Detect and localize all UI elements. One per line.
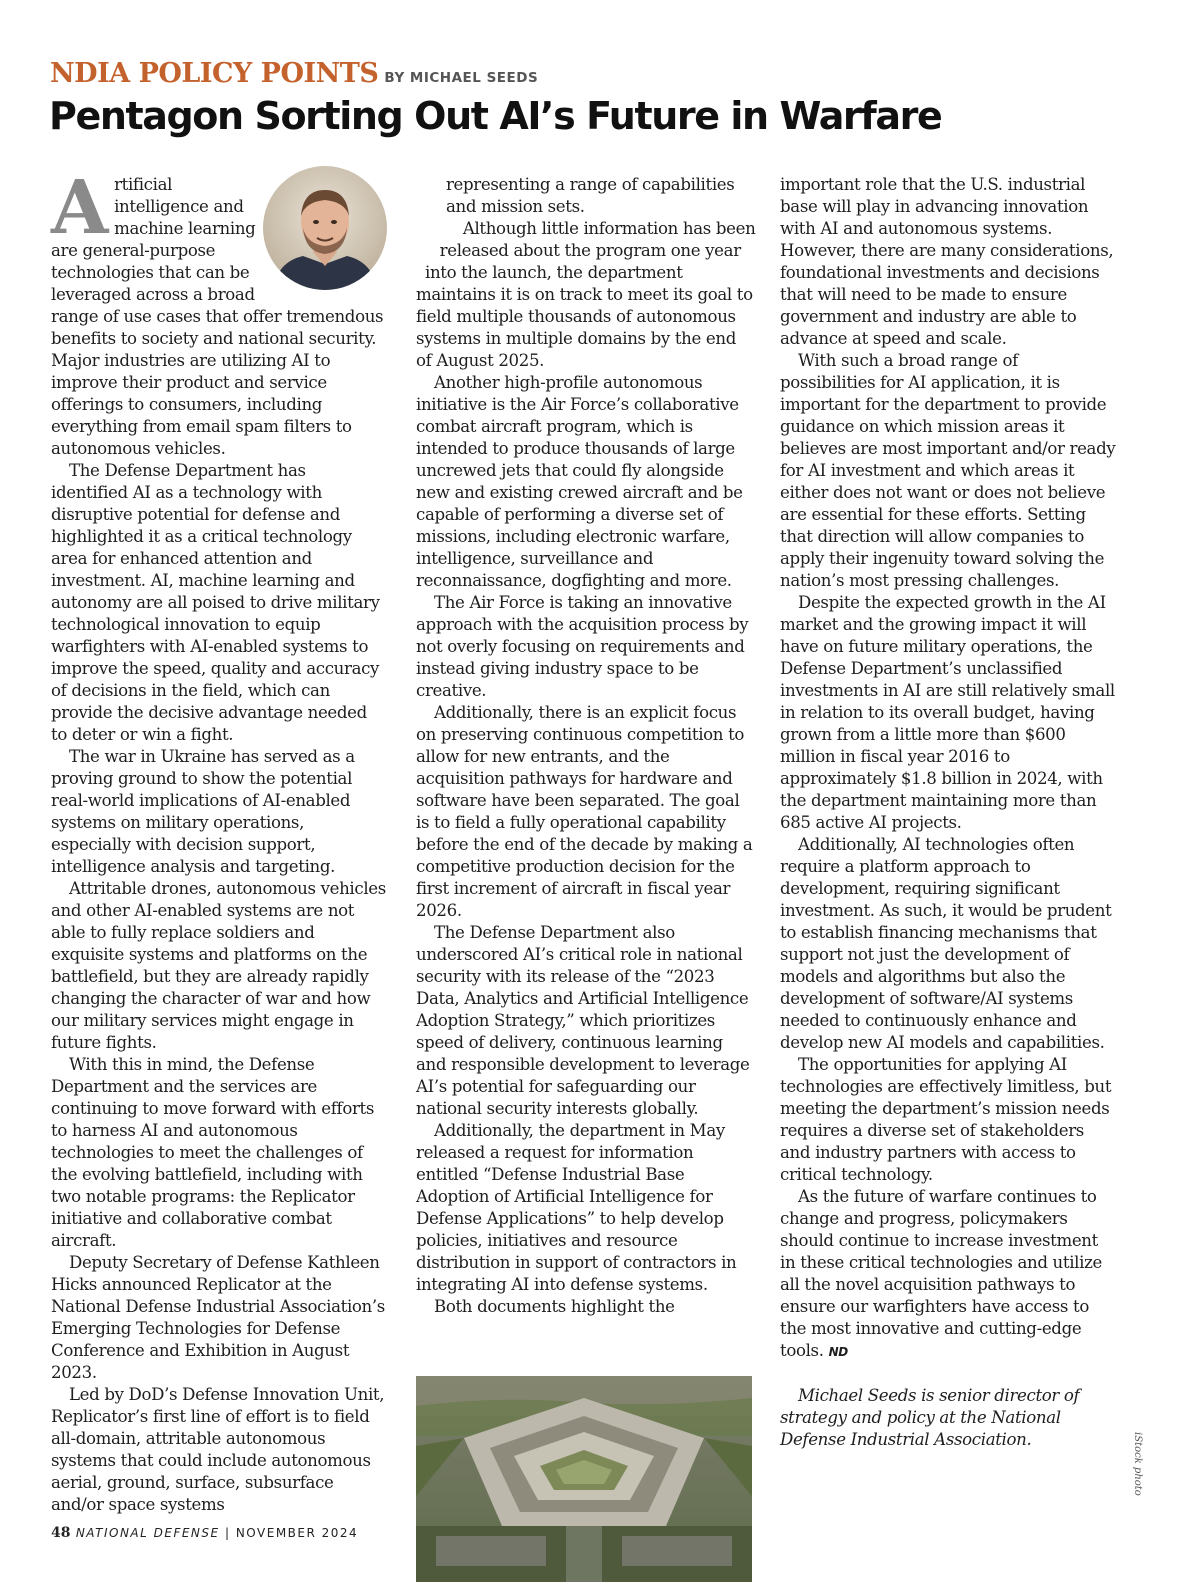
pentagon-photo-image	[416, 1376, 752, 1582]
paragraph: Led by DoD’s Defense Innovation Unit, Replicator’s first line of effort is to field all-domain, attritable autonomous systems that could include autonomous aerial, ground, surface, subsurface and/or space systems	[51, 1385, 385, 1514]
paragraph: Both documents highlight the	[434, 1297, 675, 1316]
paragraph: The Defense Department has identified AI as a technology with disruptive potential for defense and highlighted it as a critical technology area for enhanced attention and investment. AI, machine learning and autonomy are all poised to drive military technological innovation to equip warfighters with AI-enabled systems to improve the speed, quality and accuracy of decisions in the field, which can provide the decisive advantage needed to deter or win a fight.	[51, 461, 380, 744]
paragraph: Attritable drones, autonomous vehicles and other AI-enabled systems are not able to fully replace soldiers and exquisite systems and platforms on the battlefield, but they are already rapidly changing the character of war and how our military services might engage in future fights.	[51, 879, 386, 1052]
page-footer	[51, 1525, 358, 1541]
headline: Pentagon Sorting Out AI’s Future in Warfare	[49, 94, 942, 138]
pentagon-aerial-photo	[416, 1376, 752, 1582]
paragraph: With this in mind, the Defense Department and the services are continuing to move forward with efforts to harness AI and autonomous technologies to meet the challenges of the evolving battlefield, including with two notable programs: the Replicator initiative and collaborative combat aircraft.	[51, 1055, 375, 1250]
drop-cap: A	[51, 165, 109, 251]
paragraph: The Air Force is taking an innovative approach with the acquisition process by not overly focusing on requirements and instead giving industry space to be creative.	[416, 593, 749, 700]
paragraph: Additionally, the department in May released a request for information entitled “Defense Industrial Base Adoption of Artificial Intelligence for Defense Applications” to help develop policies, initiatives and resource distribution in support of contractors in integrating AI into defense systems.	[416, 1121, 737, 1294]
author-portrait-image	[263, 166, 387, 290]
footer-separator: |	[224, 1526, 231, 1540]
paragraph: representing a range of capabilities and mission sets.	[445, 175, 735, 216]
article-column-1	[51, 165, 387, 1516]
article-column-3	[780, 174, 1118, 1451]
paragraph: Although little information has been released about the program one year into the launch, the department maintains it is on track to meet its goal to field multiple thousands of autonomous systems in multiple domains by the end of August 2025.	[416, 219, 756, 370]
kicker-label: NDIA POLICY POINTS	[50, 58, 379, 89]
author-bio: Michael Seeds is senior director of strategy and policy at the National Defense Industrial Association.	[780, 1386, 1080, 1449]
paragraph-text: As the future of warfare continues to change and progress, policymakers should continue to increase investment in these critical technologies and utilize all the novel acquisition pathways to ensure our warfighters have access to the most innovative and cutting-edge tools.	[780, 1187, 1102, 1360]
paragraph: Deputy Secretary of Defense Kathleen Hicks announced Replicator at the National Defense Industrial Association’s Emerging Technologies for Defense Conference and Exhibition in August 2023.	[51, 1253, 385, 1382]
page-number: 48	[51, 1525, 71, 1541]
paragraph: Additionally, there is an explicit focus on preserving continuous competition to allow for new entrants, and the acquisition pathways for hardware and software have been separated. The goal is to field a fully operational capability before the end of the decade by making a competitive production decision for the first increment of aircraft in fiscal year 2026.	[416, 703, 753, 920]
paragraph	[780, 1186, 1118, 1363]
magazine-name: NATIONAL DEFENSE	[75, 1526, 220, 1540]
paragraph: The opportunities for applying AI technologies are effectively limitless, but meeting the department’s mission needs requires a diverse set of stakeholders and industry partners with access to critical technology.	[780, 1055, 1112, 1184]
paragraph: Additionally, AI technologies often require a platform approach to development, requiring significant investment. As such, it would be prudent to establish financing mechanisms that support not just the development of models and algorithms but also the development of software/AI systems needed to continuously enhance and develop new AI models and capabilities.	[780, 835, 1112, 1052]
issue-date: NOVEMBER 2024	[235, 1526, 359, 1540]
paragraph: The Defense Department also underscored AI’s critical role in national security with its release of the “2023 Data, Analytics and Artificial Intelligence Adoption Strategy,” which prioritizes speed of delivery, continuous learning and responsible development to leverage AI’s potential for safeguarding our national security interests globally.	[416, 923, 750, 1118]
paragraph-text: rtificial intelligence and machine learning are general-purpose technologies that can be leveraged across a broad range of use cases that offer tremendous benefits to society and national security. Major industries are utilizing AI to improve their product and service offerings to consumers, including everything from email spam filters to autonomous vehicles.	[51, 175, 384, 458]
paragraph: Despite the expected growth in the AI market and the growing impact it will have on future military operations, the Defense Department’s unclassified investments in AI are still relatively small in relation to its overall budget, having grown from a little more than $600 million in fiscal year 2016 to approximately $1.8 billion in 2024, with the department maintaining more than 685 active AI projects.	[780, 593, 1115, 832]
section-kicker	[50, 58, 538, 89]
paragraph: The war in Ukraine has served as a proving ground to show the potential real-world implications of AI-enabled systems on military operations, especially with decision support, intelligence analysis and targeting.	[51, 747, 355, 876]
paragraph: With such a broad range of possibilities for AI application, it is important for the department to provide guidance on which mission areas it believes are most important and/or ready for AI investment and which areas it either does not want or does not believe are essential for these efforts. Setting that direction will allow companies to apply their ingenuity toward solving the nation’s most pressing challenges.	[780, 351, 1116, 590]
article-column-2	[416, 174, 756, 1318]
byline: BY MICHAEL SEEDS	[384, 70, 539, 86]
paragraph: Another high-profile autonomous initiative is the Air Force’s collaborative combat aircraft program, which is intended to produce thousands of large uncrewed jets that could fly alongside new and existing crewed aircraft and be capable of performing a diverse set of missions, including electronic warfare, intelligence, surveillance and reconnaissance, dogfighting and more.	[416, 373, 743, 590]
paragraph: important role that the U.S. industrial base will play in advancing innovation with AI and autonomous systems. However, there are many considerations, foundational investments and decisions that will need to be made to ensure government and industry are able to advance at speed and scale.	[780, 175, 1114, 348]
author-portrait	[263, 166, 387, 290]
end-mark: ND	[828, 1345, 848, 1359]
